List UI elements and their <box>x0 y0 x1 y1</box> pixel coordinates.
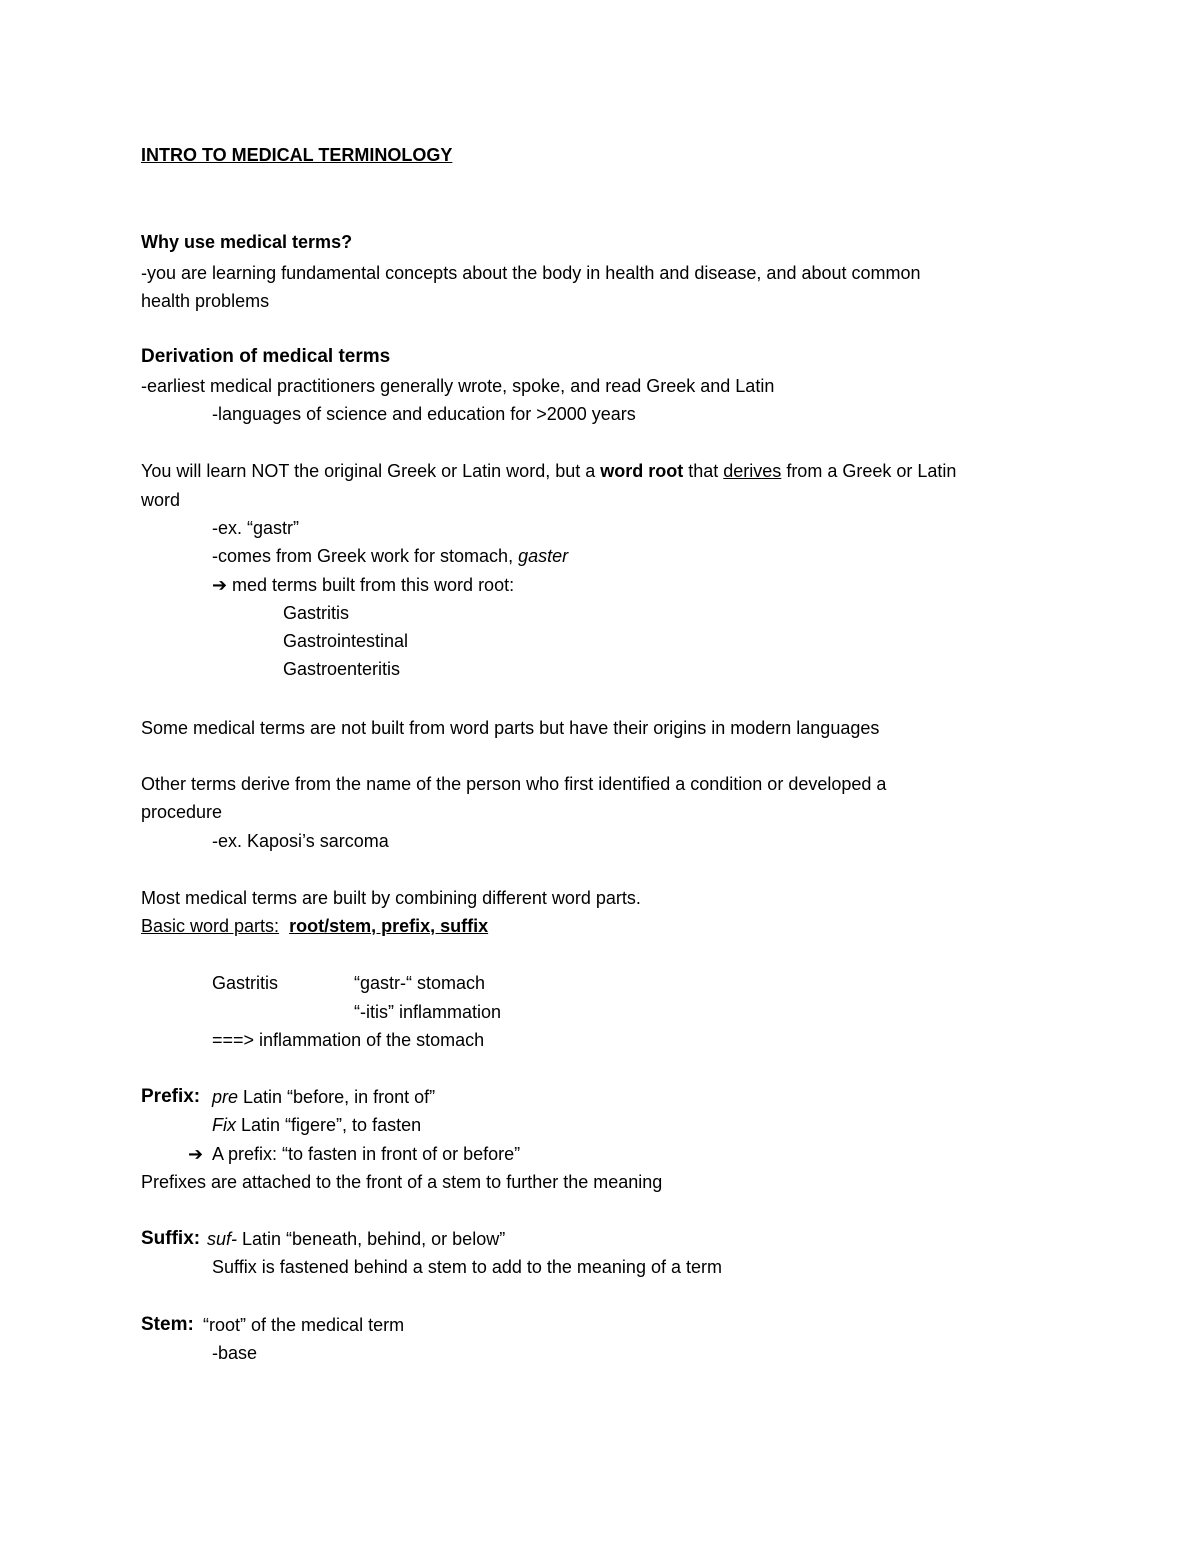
prefix-fix-italic: Fix <box>212 1115 236 1135</box>
page-title: INTRO TO MEDICAL TERMINOLOGY <box>141 145 453 165</box>
suffix-line-2: Suffix is fastened behind a stem to add to the meaning of a term <box>212 1257 722 1277</box>
basic-word-parts <box>141 914 488 938</box>
eponym-line-2: procedure <box>141 802 223 822</box>
origin-text: -comes from Greek work for stomach, <box>212 546 519 566</box>
prefix-label: Prefix: <box>141 1086 201 1107</box>
origin-italic: gaster <box>518 546 569 566</box>
derivation-line-2: -languages of science and education for >2000 years <box>212 404 636 424</box>
prefix-pre-rest: Latin “before, in front of” <box>238 1087 436 1107</box>
word-root-cont: word <box>141 490 181 510</box>
word-root-text-mid: that <box>683 461 724 481</box>
why-line-1: -you are learning fundamental concepts about the body in health and disease, and about common <box>141 263 921 283</box>
stem-line-2: -base <box>212 1343 258 1363</box>
prefix-definition: A prefix: “to fasten in front of or before” <box>212 1144 521 1164</box>
term-gastritis: Gastritis <box>283 603 350 623</box>
word-root-example: -ex. “gastr” <box>212 518 300 538</box>
stem-label: Stem: <box>141 1314 194 1335</box>
basic-parts-bold: root/stem, prefix, suffix <box>289 916 489 936</box>
word-root-origin <box>212 544 568 568</box>
built-text: med terms built from this word root: <box>232 575 515 595</box>
prefix-line-2 <box>212 1113 421 1137</box>
arrow-right-icon: ➔ <box>188 1144 204 1164</box>
example-part-1: “gastr-“ stomach <box>354 973 486 993</box>
suffix-line-1 <box>207 1227 505 1251</box>
word-root-built <box>212 573 514 597</box>
suffix-label: Suffix: <box>141 1228 201 1249</box>
modern-languages-line: Some medical terms are not built from word parts but have their origins in modern languages <box>141 718 880 738</box>
term-gastrointestinal: Gastrointestinal <box>283 631 409 651</box>
why-line-2: health problems <box>141 291 270 311</box>
basic-label: Basic word parts: <box>141 916 280 936</box>
prefix-line-3 <box>188 1142 520 1166</box>
eponym-line-1: Other terms derive from the name of the person who first identified a condition or developed a <box>141 774 887 794</box>
word-root-bold: word root <box>600 461 684 481</box>
word-root-text-pre: You will learn NOT the original Greek or Latin word, but a <box>141 461 601 481</box>
why-heading: Why use medical terms? <box>141 232 353 252</box>
example-term: Gastritis <box>212 973 279 993</box>
suffix-italic: suf- <box>207 1229 238 1249</box>
derivation-heading: Derivation of medical terms <box>141 346 391 367</box>
word-root-paragraph <box>141 459 956 483</box>
combining-line: Most medical terms are built by combining different word parts. <box>141 888 641 908</box>
prefix-line-4: Prefixes are attached to the front of a stem to further the meaning <box>141 1172 663 1192</box>
arrow-right-icon: ➔ <box>212 575 228 595</box>
term-gastroenteritis: Gastroenteritis <box>283 659 401 679</box>
word-root-underlined: derives <box>723 461 782 481</box>
example-result: ===> inflammation of the stomach <box>212 1030 485 1050</box>
word-root-text-post: from a Greek or Latin <box>781 461 957 481</box>
prefix-fix-rest: Latin “figere”, to fasten <box>236 1115 422 1135</box>
derivation-line-1: -earliest medical practitioners generally wrote, spoke, and read Greek and Latin <box>141 376 775 396</box>
stem-line-1: “root” of the medical term <box>203 1315 405 1335</box>
eponym-example: -ex. Kaposi’s sarcoma <box>212 831 389 851</box>
example-part-2: “-itis” inflammation <box>354 1002 502 1022</box>
prefix-line-1 <box>212 1085 435 1109</box>
suffix-rest: Latin “beneath, behind, or below” <box>237 1229 506 1249</box>
prefix-pre-italic: pre <box>212 1087 239 1107</box>
